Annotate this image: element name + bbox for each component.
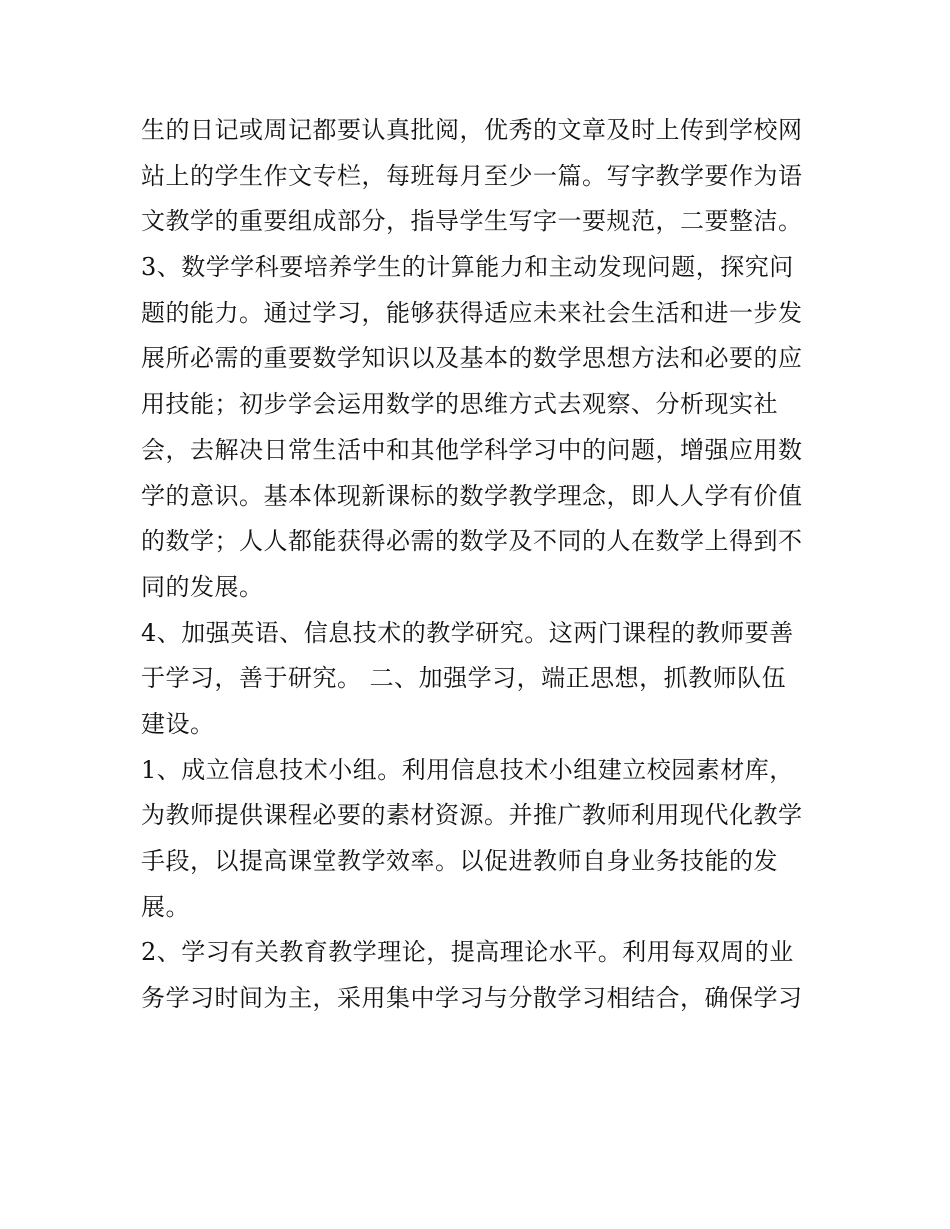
text-line: 用技能；初步学会运用数学的思维方式去观察、分析现实社 xyxy=(141,390,778,419)
text-line: 学的意识。基本体现新课标的数学教学理念，即人人学有价值 xyxy=(141,481,803,510)
text-line: 生的日记或周记都要认真批阅，优秀的文章及时上传到学校网 xyxy=(141,116,803,144)
text-line: 题的能力。通过学习，能够获得适应未来社会生活和进一步发 xyxy=(141,298,803,327)
text-line: 站上的学生作文专栏，每班每月至少一篇。写字教学要作为语 xyxy=(141,161,803,190)
text-line: 建设。 xyxy=(141,709,215,738)
text-line: 3、数学学科要培养学生的计算能力和主动发现问题，探究问 xyxy=(141,253,794,282)
text-line: 为教师提供课程必要的素材资源。并推广教师利用现代化教学 xyxy=(141,801,803,830)
text-line: 4、加强英语、信息技术的教学研究。这两门课程的教师要善 xyxy=(141,618,794,647)
text-line: 务学习时间为主，采用集中学习与分散学习相结合，确保学习 xyxy=(141,984,803,1013)
text-line: 于学习，善于研究。 二、加强学习，端正思想，抓教师队伍 xyxy=(141,664,787,693)
text-line: 手段，以提高课堂教学效率。以促进教师自身业务技能的发 xyxy=(141,847,778,875)
text-line: 2、学习有关教育教学理论，提高理论水平。利用每双周的业 xyxy=(141,938,794,967)
text-line: 会，去解决日常生活中和其他学科学习中的问题，增强应用数 xyxy=(141,435,803,464)
text-line: 展。 xyxy=(141,892,190,921)
text-line: 文教学的重要组成部分，指导学生写字一要规范，二要整洁。 xyxy=(141,207,803,236)
document-body xyxy=(141,108,821,1022)
text-line: 同的发展。 xyxy=(141,572,264,601)
text-line: 展所必需的重要数学知识以及基本的数学思想方法和必要的应 xyxy=(141,344,803,373)
text-line: 1、成立信息技术小组。利用信息技术小组建立校园素材库， xyxy=(141,755,794,784)
text-line: 的数学；人人都能获得必需的数学及不同的人在数学上得到不 xyxy=(141,527,803,556)
